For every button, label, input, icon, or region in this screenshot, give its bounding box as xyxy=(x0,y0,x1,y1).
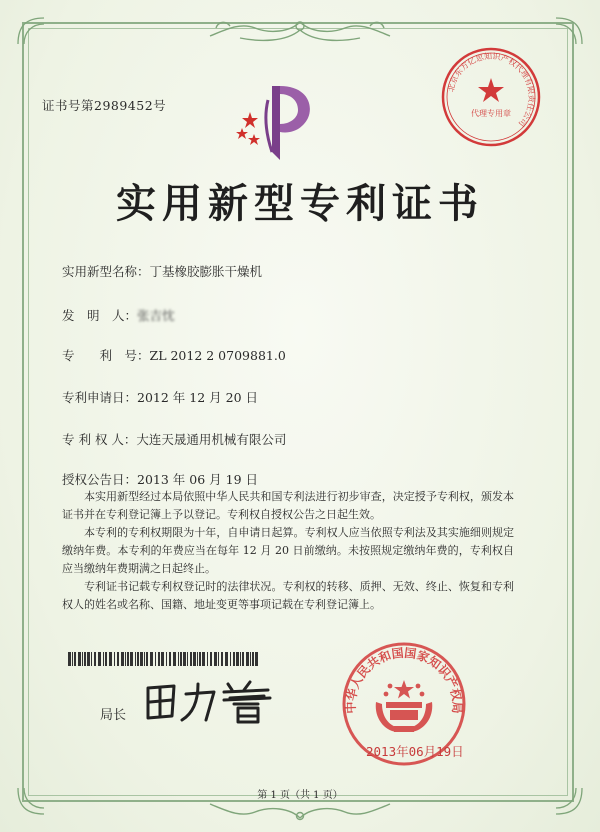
certificate-body xyxy=(62,488,514,614)
certificate-title: 实用新型专利证书 xyxy=(116,180,484,227)
patent-office-logo-icon xyxy=(228,72,324,168)
director-label: 局长 xyxy=(100,708,127,723)
svg-text:中华人民共和国国家知识产权局: 中华人民共和国国家知识产权局 xyxy=(343,645,465,714)
seal-date: 2013年06月19日 xyxy=(366,744,464,759)
director-signature-icon xyxy=(140,676,280,726)
field-patentee: 专 利 权 人：大连天晟通用机械有限公司 xyxy=(62,432,287,447)
svg-text:北京东方亿思知识产权代理有限责任公司: 北京东方亿思知识产权代理有限责任公司 xyxy=(446,51,537,129)
page-footer: 第 1 页（共 1 页） xyxy=(257,790,343,801)
body-paragraph-1: 本实用新型经过本局依照中华人民共和国专利法进行初步审查，决定授予专利权，颁发本证书并在专利登记簿上予以登记。专利权自授权公告之日起生效。 xyxy=(62,490,514,521)
certificate-number: 证书号第2989452号 xyxy=(42,98,167,113)
field-patent-number: 专 利 号：ZL 2012 2 0709881.0 xyxy=(62,348,286,363)
barcode xyxy=(68,652,258,666)
corner-ornament-tl xyxy=(14,14,54,54)
top-ornament xyxy=(200,16,400,50)
field-application-date: 专利申请日：2012 年 12 月 20 日 xyxy=(62,390,259,405)
agency-stamp-icon xyxy=(438,44,544,150)
field-grant-date: 授权公告日：2013 年 06 月 19 日 xyxy=(62,472,259,487)
body-paragraph-2: 本专利的专利权期限为十年，自申请日起算。专利权人应当依照专利法及其实施细则规定缴纳年费。本专利的年费应当在每年 12 月 20 日前缴纳。未按照规定缴纳年费的，专利权自应当缴纳年费期满之日起终止。 xyxy=(62,526,514,575)
field-utility-model-name: 实用新型名称：丁基橡胶膨胀干燥机 xyxy=(62,264,263,279)
corner-ornament-tr xyxy=(546,14,586,54)
svg-text:代理专用章: 代理专用章 xyxy=(471,109,511,118)
body-paragraph-3: 专利证书记载专利权登记时的法律状况。专利权的转移、质押、无效、终止、恢复和专利权人的姓名或名称、国籍、地址变更等事项记载在专利登记簿上。 xyxy=(62,580,514,611)
field-inventor: 发 明 人：张吉忱 xyxy=(62,308,175,323)
